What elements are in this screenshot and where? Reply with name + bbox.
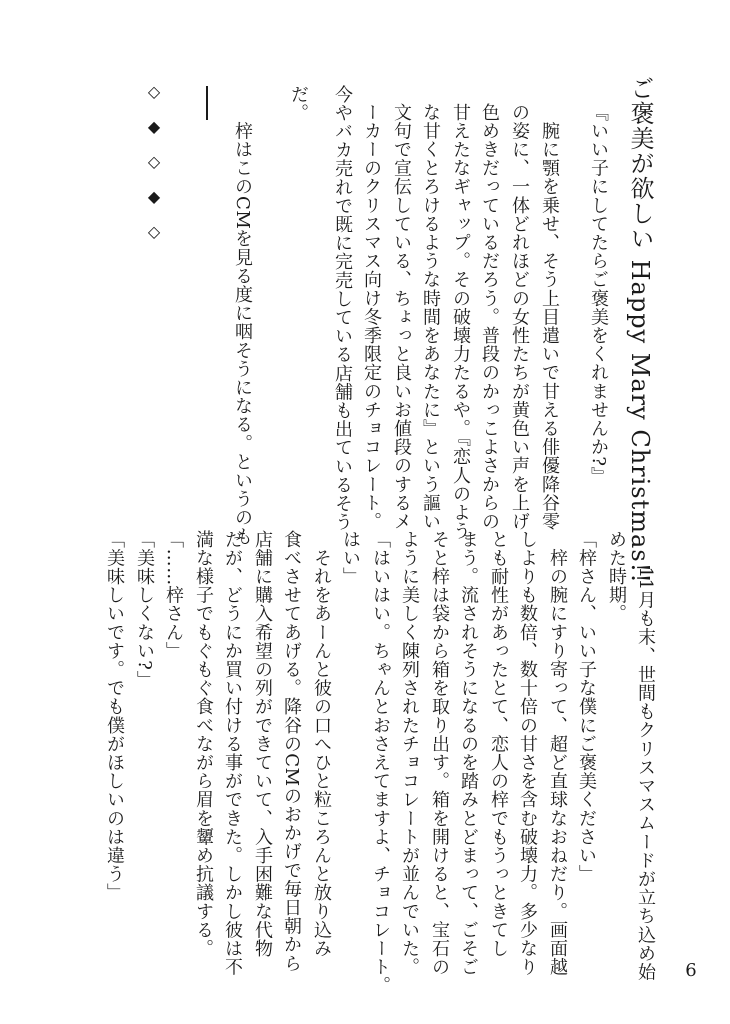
upper-line: な甘くとろけるような時間をあなたに』という謳い xyxy=(420,103,441,531)
chapter-title: ご褒美が欲しい Happy Mary Christmas!! xyxy=(626,76,654,584)
upper-line: 色めきだっているだろう。普段のかっこよさからの xyxy=(479,103,500,531)
lower-line: まう。流されそうになるのを踏みとどまって、ごそご xyxy=(458,530,479,977)
lower-line: 満な様子でもぐもぐ食べながら眉を顰め抗議する。 xyxy=(193,530,214,958)
upper-line: ーカーのクリスマス向け冬季限定のチョコレート。 xyxy=(361,103,382,531)
filled-diamond-icon: ◆ xyxy=(147,187,161,206)
lower-line: とも耐性があったとて、恋人の梓でもうっときてし xyxy=(488,530,509,958)
lower-line: 「美味しいです。でも僕がほしいのは違う」 xyxy=(104,530,125,902)
lower-line: めた時期。 xyxy=(606,530,627,623)
upper-line: の姿に、一体どれほどの女性たちが黄色い声を上げ xyxy=(509,103,530,531)
lower-line: 梓の腕にすり寄って、超ど直球なおねだり。画面越 xyxy=(547,530,568,977)
lower-line: 「美味しくない?」 xyxy=(134,530,155,690)
lower-line: しよりも数倍、数十倍の甘さを含む破壊力。多少なり xyxy=(517,530,538,977)
filled-diamond-icon: ◆ xyxy=(147,117,161,136)
lower-line: 11月も末、世間もクリスマスムードが立ち込め始 xyxy=(635,548,656,982)
upper-line: 文句で宣伝している、ちょっと良いお値段のするメ xyxy=(391,103,412,531)
lower-line: 「梓さん、いい子な僕にご褒美ください」 xyxy=(576,530,597,884)
em-dash-rule xyxy=(206,86,208,120)
upper-line: 梓はこのCMを見る度に咽そうになる。というのも xyxy=(232,103,253,546)
open-diamond-icon: ◇ xyxy=(147,222,161,241)
open-diamond-icon: ◇ xyxy=(147,82,161,101)
lower-line: 「……梓さん」 xyxy=(163,530,184,661)
lower-line: それをあーんと彼の口へひと粒ころんと放り込み xyxy=(311,530,332,958)
lower-line: 「はいはい。ちゃんとおさえてますよ、チョコレート。 xyxy=(370,530,391,995)
upper-line: だ。 xyxy=(288,85,309,123)
lower-line: はい」 xyxy=(340,530,361,586)
upper-line: 今やバカ売れで既に完売している店舗も出ているそう xyxy=(332,85,353,532)
upper-line: 腕に顎を乗せ、そう上目遣いで甘える俳優降谷零 xyxy=(539,103,560,531)
lower-line: 食べさせてあげる。降谷のCMのおかげで毎日朝から xyxy=(281,530,302,973)
lower-line: 店舗に購入希望の列ができていて、入手困難な代物 xyxy=(252,530,273,958)
page-number: 6 xyxy=(685,960,697,981)
lower-line: だが、どうにか買い付ける事ができた。しかし彼は不 xyxy=(222,530,243,977)
lower-line: そと梓は袋から箱を取り出す。箱を開けると、宝石の xyxy=(429,530,450,977)
open-diamond-icon: ◇ xyxy=(147,152,161,171)
upper-line: 甘えたなギャップ。その破壊力たるや。『恋人のよう xyxy=(450,103,471,541)
lower-line: ように美しく陳列されたチョコレートが並んでいた。 xyxy=(399,530,420,977)
upper-line: 『いい子にしてたらご褒美をくれませんか?』 xyxy=(588,103,609,486)
